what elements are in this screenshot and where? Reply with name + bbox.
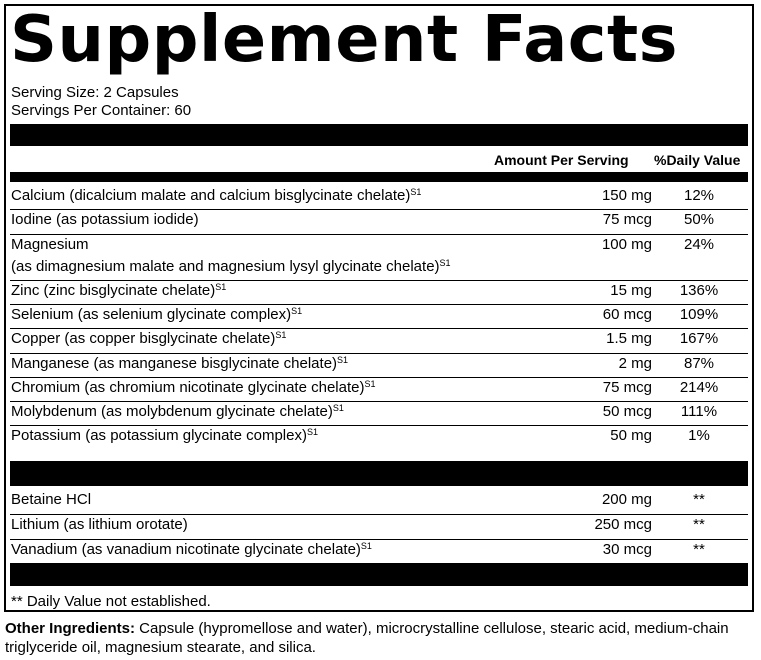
other-ingredients	[5, 619, 755, 657]
amount-per-serving: 250 mcg	[594, 516, 652, 533]
nutrient-name: Iodine (as potassium iodide)	[11, 211, 199, 229]
source-superscript: S1	[291, 305, 303, 316]
daily-value: 1%	[688, 427, 710, 445]
other-ingredients-label: Other Ingredients:	[5, 620, 136, 637]
supplement-facts-panel	[4, 4, 754, 612]
daily-value: 24%	[683, 235, 715, 253]
nutrient-name: Magnesium	[11, 235, 89, 253]
amount-per-serving: 30 mcg	[602, 541, 652, 558]
amount-per-serving: 15 mg	[610, 281, 652, 299]
panel-title: Supplement Facts	[10, 3, 679, 77]
table-row	[10, 539, 748, 564]
source-superscript: S1	[360, 541, 372, 551]
daily-value: **	[693, 516, 705, 533]
other-ingredients-text: Capsule (hypromellose and water), microcrystalline cellulose, stearic acid, medium-chain triglyceride oil, magnesium stearate, and silica.	[5, 620, 729, 656]
header-daily-value: %Daily Value	[654, 152, 741, 168]
amount-per-serving: 100 mg	[601, 235, 652, 253]
servings-per-container: Servings Per Container: 60	[11, 102, 192, 119]
other-list	[6, 6, 752, 610]
amount-per-serving: 150 mg	[601, 187, 652, 204]
table-row	[10, 489, 748, 514]
daily-value: 111%	[680, 403, 718, 421]
serving-size: Serving Size: 2 Capsules	[11, 84, 179, 101]
amount-per-serving: 2 mg	[618, 354, 652, 372]
source-superscript: S1	[275, 330, 287, 341]
source-superscript: S1	[410, 187, 422, 197]
nutrient-name-line2: (as dimagnesium malate and magnesium lysyl glycinate chelate)$^{S1}$	[11, 257, 451, 275]
amount-per-serving: 75 mcg	[602, 211, 652, 229]
source-superscript: S1	[306, 427, 318, 438]
source-superscript: S1	[332, 403, 344, 414]
amount-per-serving: 200 mg	[601, 491, 652, 508]
daily-value: 214%	[679, 378, 719, 396]
nutrient-name: Manganese (as manganese bisglycinate chelate)$^{S1}$	[11, 354, 349, 372]
nutrient-name: Lithium (as lithium orotate)	[11, 516, 188, 533]
daily-value: 109%	[679, 305, 719, 323]
daily-value: 136%	[679, 281, 719, 299]
thick-bar-bottom	[10, 563, 748, 586]
daily-value: 167%	[679, 330, 719, 348]
amount-per-serving: 60 mcg	[602, 305, 652, 323]
nutrient-name: Potassium (as potassium glycinate complex)$^{S1}$	[11, 427, 318, 445]
table-row	[10, 514, 748, 539]
nutrient-name: Selenium (as selenium glycinate complex)$^{S1}$	[11, 305, 303, 323]
amount-per-serving: 1.5 mg	[606, 330, 652, 348]
header-amount: Amount Per Serving	[494, 152, 629, 168]
nutrient-name: Molybdenum (as molybdenum glycinate chelate)$^{S1}$	[11, 403, 344, 421]
amount-per-serving: 75 mcg	[602, 378, 652, 396]
amount-per-serving: 50 mcg	[602, 403, 652, 421]
nutrient-name: Vanadium (as vanadium nicotinate glycinate chelate)$^{S1}$	[11, 541, 372, 558]
nutrient-name: Copper (as copper bisglycinate chelate)$^{S1}$	[11, 330, 287, 348]
daily-value: **	[693, 491, 705, 508]
amount-per-serving: 50 mg	[610, 427, 652, 445]
nutrient-name: Zinc (zinc bisglycinate chelate)$^{S1}$	[11, 281, 227, 299]
daily-value: 12%	[683, 187, 715, 204]
daily-value: 50%	[683, 211, 715, 229]
source-superscript: S1	[337, 354, 349, 365]
source-superscript: S1	[364, 378, 376, 389]
nutrient-name: Betaine HCl	[11, 491, 92, 508]
nutrient-name: Calcium (dicalcium malate and calcium bisglycinate chelate)$^{S1}$	[11, 187, 422, 204]
source-superscript: S1	[439, 257, 451, 268]
footnote: ** Daily Value not established.	[11, 593, 211, 610]
daily-value: 87%	[683, 354, 715, 372]
source-superscript: S1	[215, 281, 227, 292]
daily-value: **	[693, 541, 705, 558]
nutrient-name: Chromium (as chromium nicotinate glycinate chelate)$^{S1}$	[11, 378, 376, 396]
